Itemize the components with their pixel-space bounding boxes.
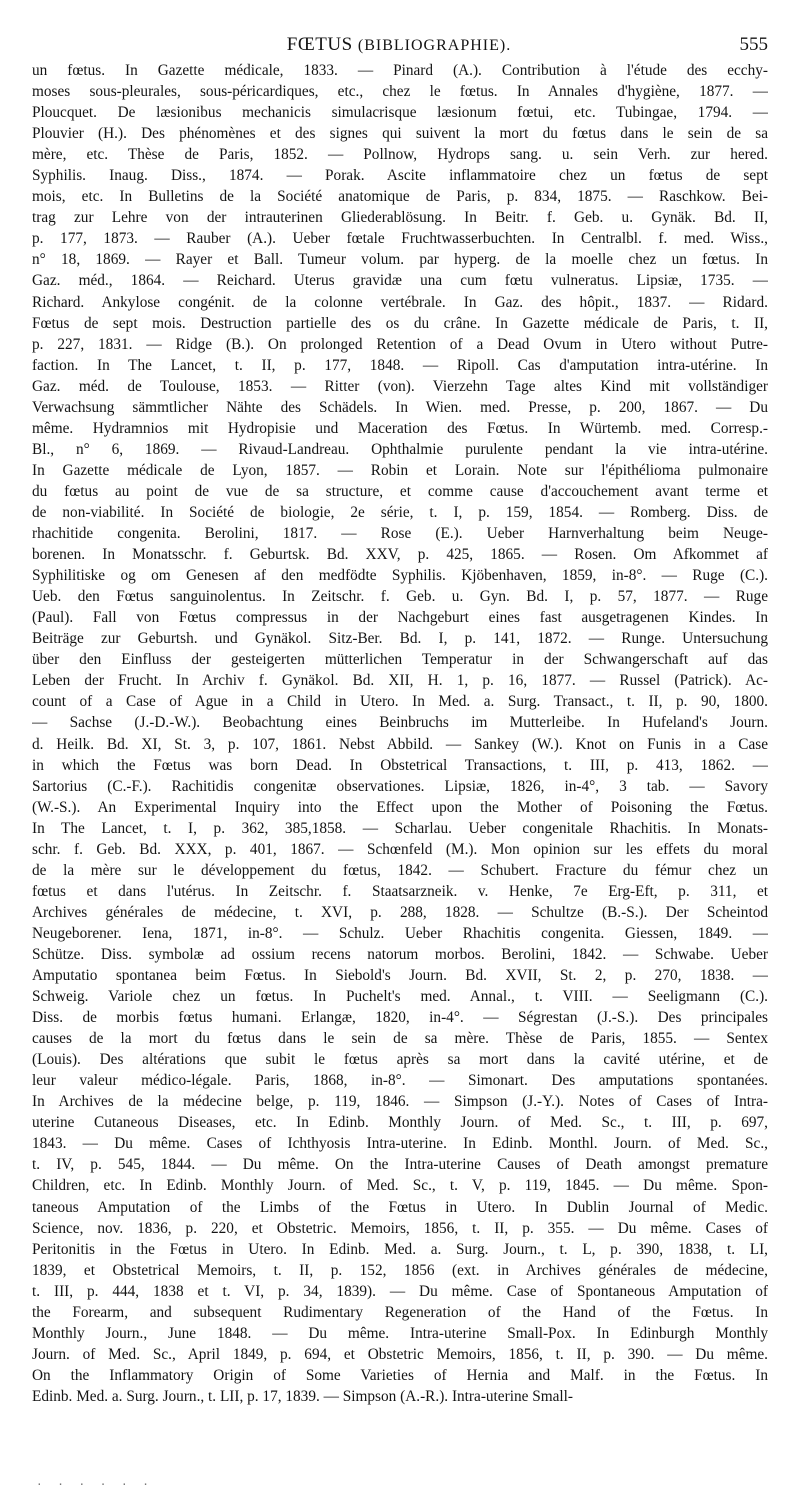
text-line: Science, nov. 1836, p. 220, et Obstetric. Memoirs, 1856, t. II, p. 355. — Du même. Cases of [32, 1219, 768, 1237]
text-line: t. III, p. 444, 1838 et t. VI, p. 34, 1839). — Du même. Case of Spontaneous Amputation of [32, 1282, 768, 1300]
text-line: Monthly Journ., June 1848. — Du même. Intra-uterine Small-Pox. In Edinburgh Monthly [32, 1324, 768, 1342]
text-line: même. Hydramnios mit Hydropisie und Maceration des Fœtus. In Würtemb. med. Corresp.- [32, 419, 768, 437]
text-line: de non-viabilité. In Société de biologie, 2e série, t. I, p. 159, 1854. — Romberg. Diss. de [32, 503, 768, 521]
text-line: faction. In The Lancet, t. II, p. 177, 1848. — Ripoll. Cas d'amputation intra-utérine. In [32, 356, 768, 374]
text-line: borenen. In Monatsschr. f. Geburtsk. Bd. XXV, p. 425, 1865. — Rosen. Om Afkommet af [32, 546, 768, 564]
text-line: the Forearm, and subsequent Rudimentary Regeneration of the Hand of the Fœtus. In [32, 1303, 768, 1321]
text-line: rhachitide congenita. Berolini, 1817. — Rose (E.). Ueber Harnverhaltung beim Neuge- [32, 525, 768, 543]
text-line: Amputatio spontanea beim Fœtus. In Siebold's Journ. Bd. XVII, St. 2, p. 270, 1838. — [32, 967, 768, 985]
text-line: p. 177, 1873. — Rauber (A.). Ueber fœtale Fruchtwasserbuchten. In Centralbl. f. med. Wiss., [32, 230, 768, 248]
running-header [30, 34, 768, 60]
text-line: Children, etc. In Edinb. Monthly Journ. of Med. Sc., t. V, p. 119, 1845. — Du même. Spon- [32, 1177, 768, 1195]
text-line: über den Einfluss der gesteigerten mütterlichen Temperatur in der Schwangerschaft auf das [32, 651, 768, 669]
text-line: Archives générales de médecine, t. XVI, p. 288, 1828. — Schultze (B.-S.). Der Scheintod [32, 903, 768, 921]
text-line: Verwachsung sämmtlicher Nähte des Schädels. In Wien. med. Presse, p. 200, 1867. — Du [32, 398, 768, 416]
page-number: 555 [739, 34, 768, 55]
text-line: t. IV, p. 545, 1844. — Du même. On the Intra-uterine Causes of Death amongst premature [32, 1156, 768, 1174]
text-line: mère, etc. Thèse de Paris, 1852. — Pollnow, Hydrops sang. u. sein Verh. zur hered. [32, 146, 768, 164]
text-line: (W.-S.). An Experimental Inquiry into the Effect upon the Mother of Poisoning the Fœtus. [32, 798, 768, 816]
text-line: Sartorius (C.-F.). Rachitidis congenitæ observationes. Lipsiæ, 1826, in-4°, 3 tab. — Savory [32, 777, 768, 795]
text-line: fœtus et dans l'utérus. In Zeitschr. f. Staatsarzneik. v. Henke, 7e Erg-Eft, p. 311, et [32, 882, 768, 900]
text-line: un fœtus. In Gazette médicale, 1833. — Pinard (A.). Contribution à l'étude des ecchy- [32, 62, 768, 79]
text-line: In The Lancet, t. I, p. 362, 385,1858. — Scharlau. Ueber congenitale Rhachitis. In Monats- [32, 819, 768, 837]
text-line: Journ. of Med. Sc., April 1849, p. 694, et Obstetric Memoirs, 1856, t. II, p. 390. — Du même. [32, 1345, 768, 1363]
header-subtitle: (BIBLIOGRAPHIE). [357, 37, 512, 54]
text-line: taneous Amputation of the Limbs of the Fœtus in Utero. In Dublin Journal of Medic. [32, 1198, 768, 1216]
running-title [30, 34, 768, 56]
text-line: de la mère sur le développement du fœtus, 1842. — Schubert. Fracture du fémur chez un [32, 861, 768, 879]
header-title: FŒTUS [286, 34, 353, 55]
text-line: (Paul). Fall von Fœtus compressus in der Nachgeburt eines fast ausgetragenen Kindes. In [32, 609, 768, 627]
text-line: Ploucquet. De læsionibus mechanicis simulacrisque læsionum fœtui, etc. Tubingae, 1794. — [32, 104, 768, 122]
text-line: Beiträge zur Geburtsh. und Gynäkol. Sitz-Ber. Bd. I, p. 141, 1872. — Runge. Untersuchung [32, 630, 768, 648]
text-line: causes de la mort du fœtus dans le sein de sa mère. Thèse de Paris, 1855. — Sentex [32, 1030, 768, 1048]
text-line: Peritonitis in the Fœtus in Utero. In Edinb. Med. a. Surg. Journ., t. L, p. 390, 1838, t. LI, [32, 1240, 768, 1258]
page-edge-marks: · · · · · · [36, 1478, 153, 1491]
text-line: in which the Fœtus was born Dead. In Obstetrical Transactions, t. III, p. 413, 1862. — [32, 756, 768, 774]
text-line: Schweig. Variole chez un fœtus. In Puchelt's med. Annal., t. VIII. — Seeligmann (C.). [32, 988, 768, 1006]
text-line: Syphilis. Inaug. Diss., 1874. — Porak. Ascite inflammatoire chez un fœtus de sept [32, 167, 768, 185]
text-line: (Louis). Des altérations que subit le fœtus après sa mort dans la cavité utérine, et de [32, 1051, 768, 1069]
text-line: schr. f. Geb. Bd. XXX, p. 401, 1867. — Schœnfeld (M.). Mon opinion sur les effets du moral [32, 840, 768, 858]
text-line: In Archives de la médecine belge, p. 119, 1846. — Simpson (J.-Y.). Notes of Cases of Intra- [32, 1093, 768, 1111]
text-line: Gaz. méd., 1864. — Reichard. Uterus gravidæ una cum fœtu vulneratus. Lipsiæ, 1735. — [32, 272, 768, 290]
text-line: — Sachse (J.-D.-W.). Beobachtung eines Beinbruchs im Mutterleibe. In Hufeland's Journ. [32, 714, 768, 732]
text-line: moses sous-pleurales, sous-péricardiques, etc., chez le fœtus. In Annales d'hygiène, 1877. — [32, 83, 768, 101]
text-line: On the Inflammatory Origin of Some Varieties of Hernia and Malf. in the Fœtus. In [32, 1366, 768, 1384]
text-line: Bl., n° 6, 1869. — Rivaud-Landreau. Ophthalmie purulente pendant la vie intra-utérine. [32, 440, 768, 458]
bibliography-text [32, 60, 768, 1407]
text-line: In Gazette médicale de Lyon, 1857. — Robin et Lorain. Note sur l'épithélioma pulmonaire [32, 461, 768, 479]
text-line: leur valeur médico-légale. Paris, 1868, in-8°. — Simonart. Des amputations spontanées. [32, 1072, 768, 1090]
text-line: Plouvier (H.). Des phénomènes et des signes qui suivent la mort du fœtus dans le sein de sa [32, 125, 768, 143]
text-line: p. 227, 1831. — Ridge (B.). On prolonged Retention of a Dead Ovum in Utero without Putre- [32, 335, 768, 353]
text-line: Neugeborener. Iena, 1871, in-8°. — Schulz. Ueber Rhachitis congenita. Giessen, 1849. — [32, 924, 768, 942]
text-line: Leben der Frucht. In Archiv f. Gynäkol. Bd. XII, H. 1, p. 16, 1877. — Russel (Patrick). Ac- [32, 672, 768, 690]
text-line: mois, etc. In Bulletins de la Société anatomique de Paris, p. 834, 1875. — Raschkow. Bei- [32, 188, 768, 206]
text-line: 1839, et Obstetrical Memoirs, t. II, p. 152, 1856 (ext. in Archives générales de médecine, [32, 1261, 768, 1279]
text-line: Syphilitiske og om Genesen af den medfödte Syphilis. Kjöbenhaven, 1859, in-8°. — Ruge (C.). [32, 567, 768, 585]
text-line: Diss. de morbis fœtus humani. Erlangæ, 1820, in-4°. — Ségrestan (J.-S.). Des principales [32, 1009, 768, 1027]
text-line: d. Heilk. Bd. XI, St. 3, p. 107, 1861. Nebst Abbild. — Sankey (W.). Knot on Funis in a Case [32, 735, 768, 753]
text-line: n° 18, 1869. — Rayer et Ball. Tumeur volum. par hyperg. de la moelle chez un fœtus. In [32, 251, 768, 269]
text-line: Edinb. Med. a. Surg. Journ., t. LII, p. 17, 1839. — Simpson (A.-R.). Intra-uterine Small- [32, 1387, 573, 1405]
text-line: du fœtus au point de vue de sa structure, et comme cause d'accouchement avant terme et [32, 482, 768, 500]
text-line: Schütze. Diss. symbolæ ad ossium recens natorum morbos. Berolini, 1842. — Schwabe. Ueber [32, 945, 768, 963]
text-line: Fœtus de sept mois. Destruction partielle des os du crâne. In Gazette médicale de Paris, t. II, [32, 314, 768, 332]
text-line: Gaz. méd. de Toulouse, 1853. — Ritter (von). Vierzehn Tage altes Kind mit vollständiger [32, 377, 768, 395]
text-line: Ueb. den Fœtus sanguinolentus. In Zeitschr. f. Geb. u. Gyn. Bd. I, p. 57, 1877. — Ruge [32, 588, 768, 606]
text-line: uterine Cutaneous Diseases, etc. In Edinb. Monthly Journ. of Med. Sc., t. III, p. 697, [32, 1114, 768, 1132]
text-line: trag zur Lehre von der intrauterinen Gliederablösung. In Beitr. f. Geb. u. Gynäk. Bd. II, [32, 209, 768, 227]
text-line: count of a Case of Ague in a Child in Utero. In Med. a. Surg. Transact., t. II, p. 90, 1800. [32, 693, 768, 711]
text-line: 1843. — Du même. Cases of Ichthyosis Intra-uterine. In Edinb. Monthl. Journ. of Med. Sc., [32, 1135, 768, 1153]
text-line: Richard. Ankylose congénit. de la colonne vertébrale. In Gaz. des hôpit., 1837. — Ridard. [32, 293, 768, 311]
